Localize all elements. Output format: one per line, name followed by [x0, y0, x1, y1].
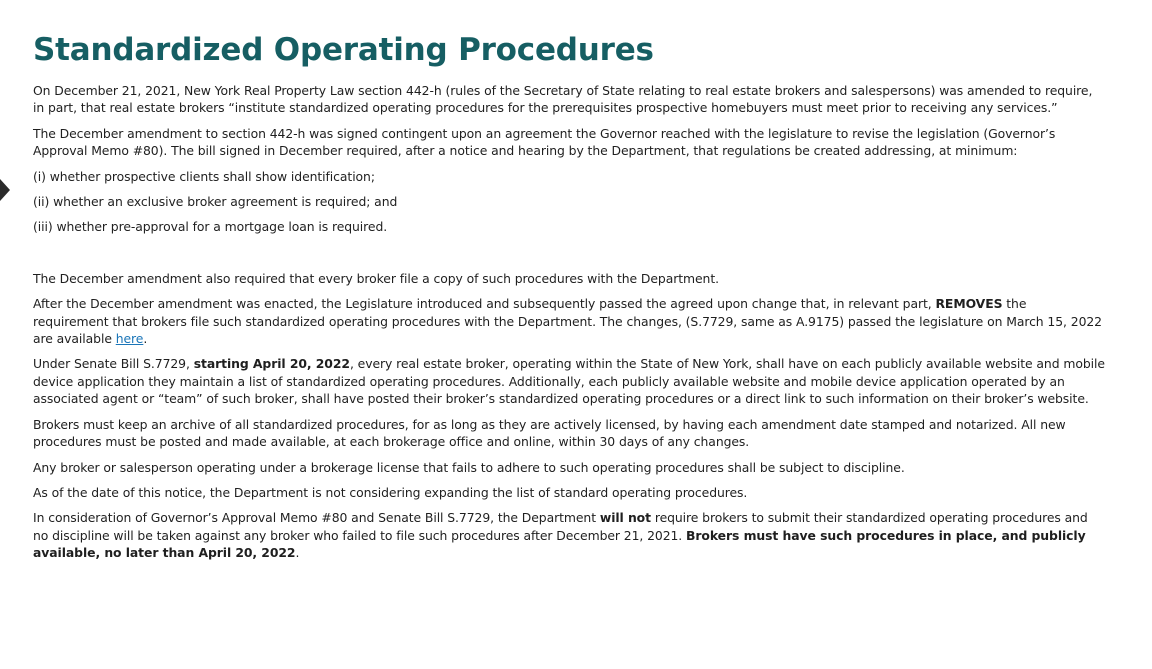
main-content — [33, 30, 1105, 570]
paragraph-discipline: Any broker or salesperson operating under a brokerage license that fails to adhere to such operating procedures shall be subject to discipline. — [33, 459, 905, 475]
list-item: (ii) whether an exclusive broker agreement is required; and — [33, 194, 398, 210]
paragraph-notice: As of the date of this notice, the Department is not considering expanding the list of standard operating procedures. — [33, 484, 748, 500]
caret-right-icon[interactable] — [0, 179, 10, 201]
text-segment: . — [143, 331, 148, 347]
text-segment: the requirement that brokers file such standardized operating procedures with the Department. The changes, (S.7729, same as A.9175) passed the legislature on March 15, 2022 are available — [33, 296, 1102, 347]
text-segment: . — [295, 545, 300, 561]
paragraph-consideration — [33, 509, 1105, 561]
paragraph-intro: On December 21, 2021, New York Real Property Law section 442-h (rules of the Secretary of State relating to real estate brokers and salespersons) was amended to require, in part, that real estate brokers “institute standardized operating procedures for the prerequisites prospective homebuyers must meet prior to receiving any services.” — [33, 83, 1093, 116]
page-title: Standardized Operating Procedures — [33, 32, 654, 68]
paragraph-filing: The December amendment also required that every broker file a copy of such procedures with the Department. — [33, 270, 719, 286]
list-item: (i) whether prospective clients shall show identification; — [33, 168, 375, 184]
text-segment: Under Senate Bill S.7729, — [33, 356, 194, 372]
emphasis-start-date: starting April 20, 2022 — [193, 356, 350, 372]
paragraph-amendment: The December amendment to section 442-h was signed contingent upon an agreement the Governor reached with the legislature to revise the legislation (Governor’s Approval Memo #80). The bill signed in December required, after a notice and hearing by the Department, that regulations be created addressing, at minimum: — [33, 125, 1056, 159]
emphasis-deadline: Brokers must have such procedures in place, and publicly available, no later than April 20, 2022 — [33, 527, 1086, 561]
list-item: (iii) whether pre-approval for a mortgage loan is required. — [33, 219, 388, 235]
here-link[interactable]: here — [115, 331, 144, 347]
emphasis-removes: REMOVES — [935, 296, 1003, 312]
text-segment: After the December amendment was enacted, the Legislature introduced and subsequently passed the agreed upon change that, in relevant part, — [33, 296, 936, 312]
text-segment: , every real estate broker, operating within the State of New York, shall have on each publicly available website and mobile device application they maintain a list of standardized operating procedures. Additionally, each publicly available website and mobile device application operated by an associated agent or “team” of such broker, shall have posted their broker’s standardized operating procedures or a direct link to such information on their broker’s website. — [33, 356, 1105, 407]
text-segment: In consideration of Governor’s Approval Memo #80 and Senate Bill S.7729, the Department — [33, 510, 600, 526]
paragraph-legislature — [33, 295, 1105, 347]
paragraph-senate-bill — [33, 355, 1105, 407]
emphasis-will-not: will not — [599, 510, 651, 526]
text-segment: require brokers to submit their standardized operating procedures and no discipline will be taken against any broker who failed to file such procedures after December 21, 2021. — [33, 510, 1088, 543]
paragraph-archive: Brokers must keep an archive of all standardized procedures, for as long as they are actively licensed, by having each amendment date stamped and notarized. All new procedures must be posted and made available, at each brokerage office and online, within 30 days of any changes. — [33, 416, 1066, 450]
